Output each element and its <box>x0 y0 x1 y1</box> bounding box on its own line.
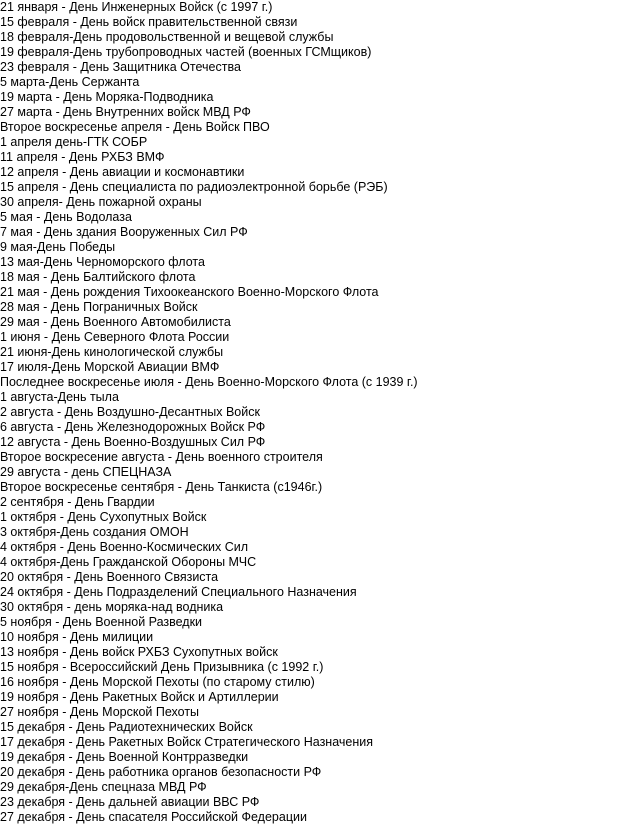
list-item: 5 ноября - День Военной Разведки <box>0 615 203 629</box>
list-item: 20 октября - День Военного Связиста <box>0 570 219 584</box>
list-item: 15 апреля - День специалиста по радиоэлектронной борьбе (РЭБ) <box>0 180 388 194</box>
list-item: 18 мая - День Балтийского флота <box>0 270 196 284</box>
list-item: Второе воскресенье апреля - День Войск ПВО <box>0 120 270 134</box>
list-item: 15 декабря - День Радиотехнических Войск <box>0 720 253 734</box>
list-item: 9 мая-День Победы <box>0 240 116 254</box>
list-item: Второе воскресение августа - День военного строителя <box>0 450 323 464</box>
list-item: 11 апреля - День РХБЗ ВМФ <box>0 150 165 164</box>
list-item: 2 августа - День Воздушно-Десантных Войск <box>0 405 260 419</box>
list-item: 6 августа - День Железнодорожных Войск РФ <box>0 420 266 434</box>
list-item: 28 мая - День Пограничных Войск <box>0 300 198 314</box>
list-item: 18 февраля-День продовольственной и вещевой службы <box>0 30 334 44</box>
list-item: 29 декабря-День спецназа МВД РФ <box>0 780 207 794</box>
list-item: 29 августа - день СПЕЦНАЗА <box>0 465 172 479</box>
list-item: 15 февраля - День войск правительственной связи <box>0 15 298 29</box>
list-item: 29 мая - День Военного Автомобилиста <box>0 315 231 329</box>
list-item: 30 апреля- День пожарной охраны <box>0 195 202 209</box>
list-item: 17 июля-День Морской Авиации ВМФ <box>0 360 220 374</box>
list-item: 12 апреля - День авиации и космонавтики <box>0 165 245 179</box>
list-item: 27 декабря - День спасателя Российской Федерации <box>0 810 307 824</box>
list-item: 21 мая - День рождения Тихоокеанского Военно-Морского Флота <box>0 285 379 299</box>
list-item: 21 января - День Инженерных Войск (с 1997 г.) <box>0 0 273 14</box>
list-item: 27 марта - День Внутренних войск МВД РФ <box>0 105 251 119</box>
list-item: 19 ноября - День Ракетных Войск и Артиллерии <box>0 690 279 704</box>
list-item: 23 февраля - День Защитника Отечества <box>0 60 241 74</box>
list-item: 5 марта-День Сержанта <box>0 75 140 89</box>
list-item: 23 декабря - День дальней авиации ВВС РФ <box>0 795 260 809</box>
list-item: 1 июня - День Северного Флота России <box>0 330 230 344</box>
list-item: 7 мая - День здания Вооруженных Сил РФ <box>0 225 248 239</box>
list-item: 15 ноября - Всероссийский День Призывника (с 1992 г.) <box>0 660 324 674</box>
list-item: 16 ноября - День Морской Пехоты (по старому стилю) <box>0 675 315 689</box>
list-item: 19 марта - День Моряка-Подводника <box>0 90 214 104</box>
list-item: 27 ноября - День Морской Пехоты <box>0 705 200 719</box>
list-item: 10 ноября - День милиции <box>0 630 154 644</box>
list-item: 30 октября - день моряка-над водника <box>0 600 224 614</box>
list-item: 13 ноября - День войск РХБЗ Сухопутных войск <box>0 645 278 659</box>
list-item: 17 декабря - День Ракетных Войск Стратегического Назначения <box>0 735 374 749</box>
list-item: 20 декабря - День работника органов безопасности РФ <box>0 765 322 779</box>
list-item: 19 февраля-День трубопроводных частей (военных ГСМщиков) <box>0 45 372 59</box>
list-item: 5 мая - День Водолаза <box>0 210 132 224</box>
list-item: 24 октября - День Подразделений Специального Назначения <box>0 585 357 599</box>
list-item: 4 октября - День Военно-Космических Сил <box>0 540 249 554</box>
list-item: 1 августа-День тыла <box>0 390 119 404</box>
list-item: Последнее воскресенье июля - День Военно-Морского Флота (с 1939 г.) <box>0 375 418 389</box>
list-item: 1 апреля день-ГТК СОБР <box>0 135 148 149</box>
list-item: 13 мая-День Черноморского флота <box>0 255 205 269</box>
list-item: 21 июня-День кинологической службы <box>0 345 224 359</box>
list-item: 12 августа - День Военно-Воздушных Сил РФ <box>0 435 266 449</box>
list-item: 3 октября-День создания ОМОН <box>0 525 189 539</box>
list-item: 1 октября - День Сухопутных Войск <box>0 510 207 524</box>
list-item: 19 декабря - День Военной Контрразведки <box>0 750 249 764</box>
list-item: 2 сентября - День Гвардии <box>0 495 155 509</box>
list-item: Второе воскресенье сентября - День Танкиста (с1946г.) <box>0 480 323 494</box>
list-item: 4 октября-День Гражданской Обороны МЧС <box>0 555 257 569</box>
